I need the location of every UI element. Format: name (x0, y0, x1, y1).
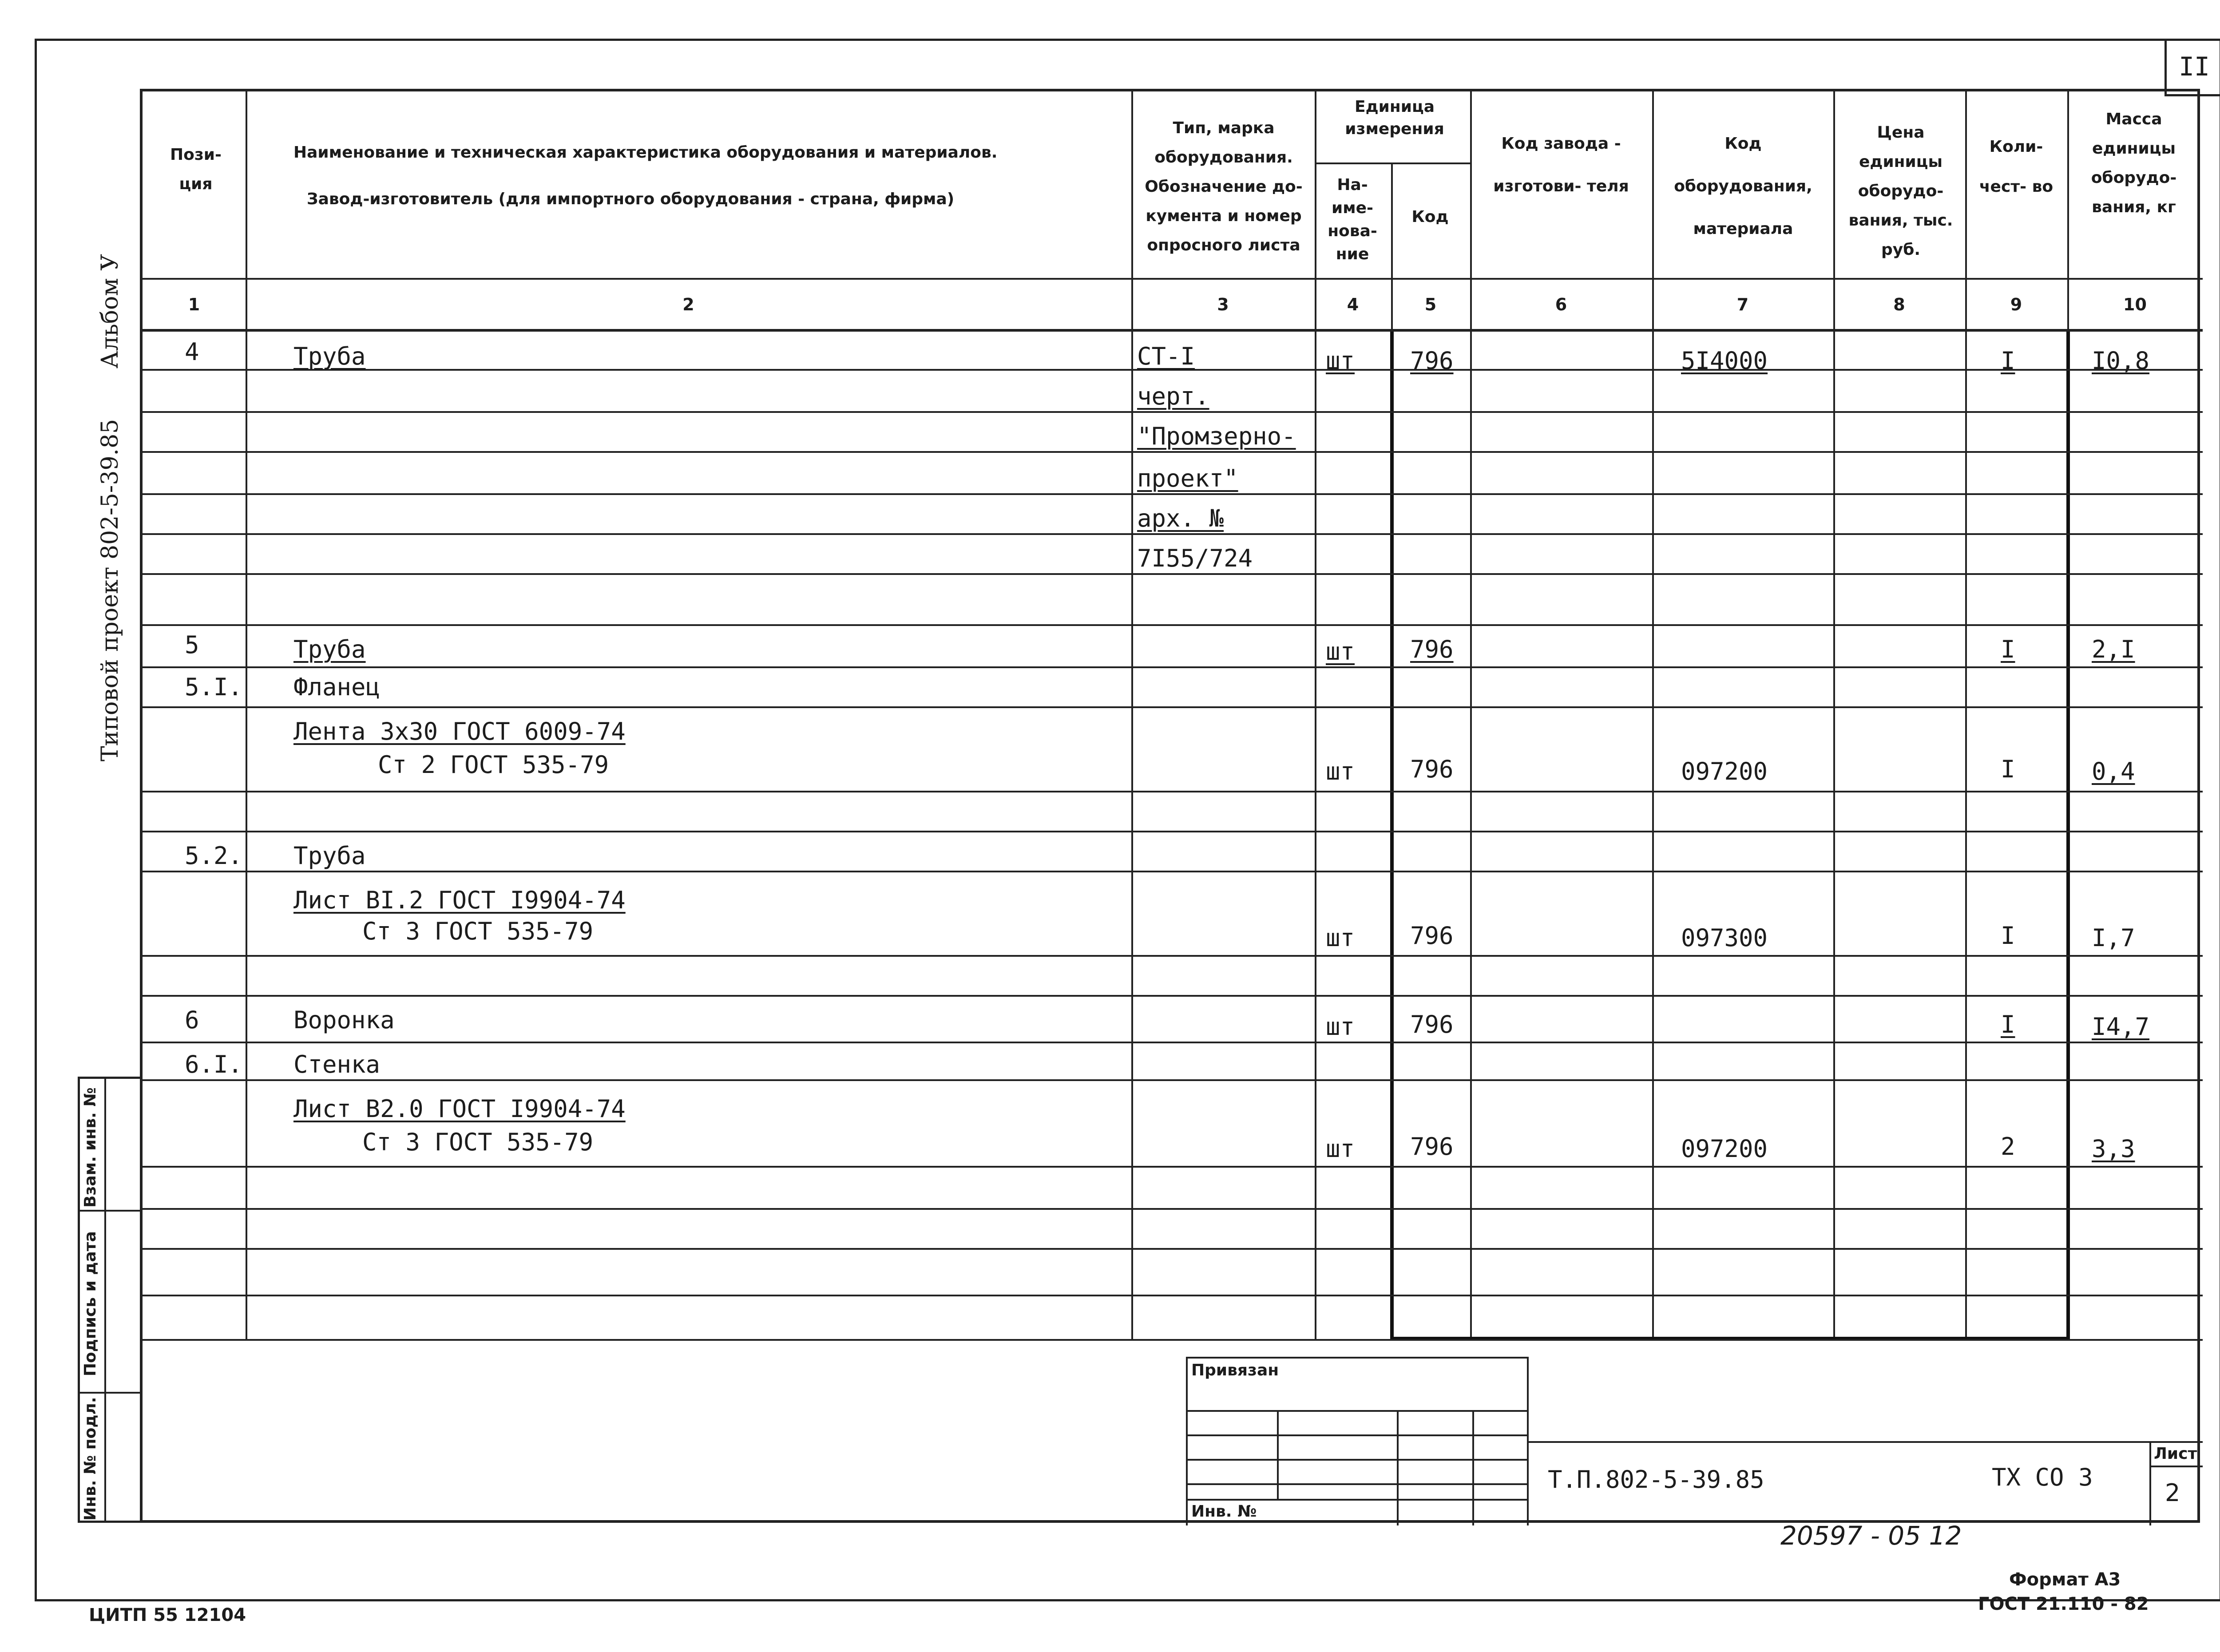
header-name-line2: Завод-изготовитель (для импортного оборудования - страна, фирма) (307, 190, 955, 208)
row51-mass: 0,4 (2092, 757, 2135, 785)
row6-name: Воронка (293, 1006, 395, 1034)
row51-material: Лента 3х30 ГОСТ 6009-74 (293, 717, 626, 745)
row4-type-line6: 7I55/724 (1137, 544, 1253, 572)
header-unit-name: На- име- нова- ние (1328, 176, 1377, 263)
strip-inv-original: Инв. № подл. (81, 1397, 99, 1521)
row61-mass: 3,3 (2092, 1135, 2135, 1163)
row52-material: Лист BI.2 ГОСТ I9904-74 (293, 886, 626, 914)
header-price: Цена единицы оборудо- вания, тыс. руб. (1848, 123, 1953, 259)
format-label: Формат А3 (2009, 1569, 2121, 1590)
row51-unit: шт (1326, 757, 1355, 785)
gost-label: ГОСТ 21.110 - 82 (1978, 1594, 2149, 1614)
col-number-7: 7 (1736, 295, 1749, 314)
row51-name: Фланец (293, 673, 381, 701)
row4-mass: I0,8 (2092, 347, 2150, 375)
row4-unit: шт (1326, 347, 1355, 375)
row61-material: Лист B2.0 ГОСТ I9904-74 (293, 1095, 626, 1123)
printer-label: ЦИТП 55 12104 (89, 1605, 246, 1625)
row52-name: Труба (293, 842, 366, 870)
strip-replace-inv: Взам. инв. № (81, 1087, 99, 1208)
stamp-sheet-label: Лист (2154, 1445, 2197, 1463)
header-mass: Масса единицы оборудо- вания, кг (2091, 110, 2177, 216)
row4-type-line4: проект" (1137, 464, 1238, 492)
row6-position: 6 (185, 1006, 199, 1034)
row61-unit: шт (1326, 1135, 1355, 1163)
row61-quantity: 2 (2001, 1133, 2015, 1161)
row51-material-code: 097200 (1681, 757, 1768, 785)
strip-signature-date: Подпись и дата (81, 1231, 99, 1376)
col-number-8: 8 (1893, 295, 1905, 314)
row5-unit-code: 796 (1410, 635, 1454, 663)
row52-material-code: 097300 (1681, 924, 1768, 952)
album-label: Альбом У (97, 254, 123, 368)
row6-quantity: I (2001, 1010, 2015, 1038)
project-side-label: Типовой проект 802-5-39.85 (97, 419, 123, 761)
row5-name: Труба (293, 635, 366, 663)
row6-unit: шт (1326, 1013, 1355, 1041)
row52-mass: I,7 (2092, 924, 2135, 952)
header-position: Пози- ция (170, 146, 222, 193)
header-material-code: Код оборудования, материала (1674, 135, 1812, 238)
stamp-doc-code: Т.П.802-5-39.85 (1548, 1466, 1764, 1494)
row61-unit-code: 796 (1410, 1133, 1454, 1161)
stamp-bound-label: Привязан (1191, 1361, 1279, 1379)
col-number-3: 3 (1217, 295, 1229, 314)
header-unit-code: Код (1411, 208, 1449, 226)
col-number-1: 1 (188, 295, 200, 314)
row4-material-code: 5I4000 (1681, 347, 1768, 375)
row51-steel: Ст 2 ГОСТ 535-79 (378, 751, 609, 779)
spec-table (140, 89, 2200, 1523)
sheet-corner-number: II (2164, 39, 2220, 96)
row4-name: Труба (293, 342, 366, 370)
header-quantity: Коли- чест- во (1979, 138, 2054, 196)
row5-quantity: I (2001, 635, 2015, 663)
row6-unit-code: 796 (1410, 1010, 1454, 1038)
row61-position: 6.I. (185, 1050, 243, 1078)
row52-unit: шт (1326, 924, 1355, 952)
col-number-4: 4 (1347, 295, 1359, 314)
row51-quantity: I (2001, 755, 2015, 783)
header-type: Тип, марка оборудования. Обозначение до- кумента и номер опросного листа (1145, 119, 1303, 254)
row5-mass: 2,I (2092, 635, 2135, 663)
row51-position: 5.I. (185, 673, 243, 701)
row51-unit-code: 796 (1410, 755, 1454, 783)
row4-position: 4 (185, 338, 199, 366)
row52-quantity: I (2001, 922, 2015, 950)
stamp-mark: ТХ СО 3 (1992, 1463, 2093, 1491)
col-number-6: 6 (1555, 295, 1567, 314)
row6-mass: I4,7 (2092, 1013, 2150, 1041)
row5-position: 5 (185, 631, 199, 659)
row61-steel: Ст 3 ГОСТ 535-79 (362, 1128, 594, 1156)
col-number-5: 5 (1424, 295, 1437, 314)
stamp-inv-label: Инв. № (1191, 1502, 1257, 1521)
row52-position: 5.2. (185, 842, 243, 870)
row4-type: СТ-I (1137, 342, 1195, 370)
header-unit-group: Единица измерения (1345, 98, 1444, 138)
row52-unit-code: 796 (1410, 922, 1454, 950)
row5-unit: шт (1326, 638, 1355, 666)
stamp-sheet-number: 2 (2165, 1479, 2180, 1507)
handwritten-number: 20597 - 05 12 (1780, 1521, 1962, 1551)
col-number-2: 2 (682, 295, 694, 314)
row61-name: Стенка (293, 1050, 381, 1078)
row52-steel: Ст 3 ГОСТ 535-79 (362, 917, 594, 945)
col-number-9: 9 (2010, 295, 2022, 314)
header-plant-code: Код завода - изготови- теля (1493, 135, 1629, 195)
row4-type-line5: арх. № (1137, 504, 1224, 532)
row4-unit-code: 796 (1410, 347, 1454, 375)
row4-type-line3: "Промзерно- (1137, 422, 1296, 450)
col-number-10: 10 (2123, 295, 2147, 314)
row4-quantity: I (2001, 347, 2015, 375)
row61-material-code: 097200 (1681, 1135, 1768, 1163)
row4-type-line2: черт. (1137, 382, 1209, 410)
header-name-line1: Наименование и техническая характеристика оборудования и материалов. (293, 143, 998, 162)
